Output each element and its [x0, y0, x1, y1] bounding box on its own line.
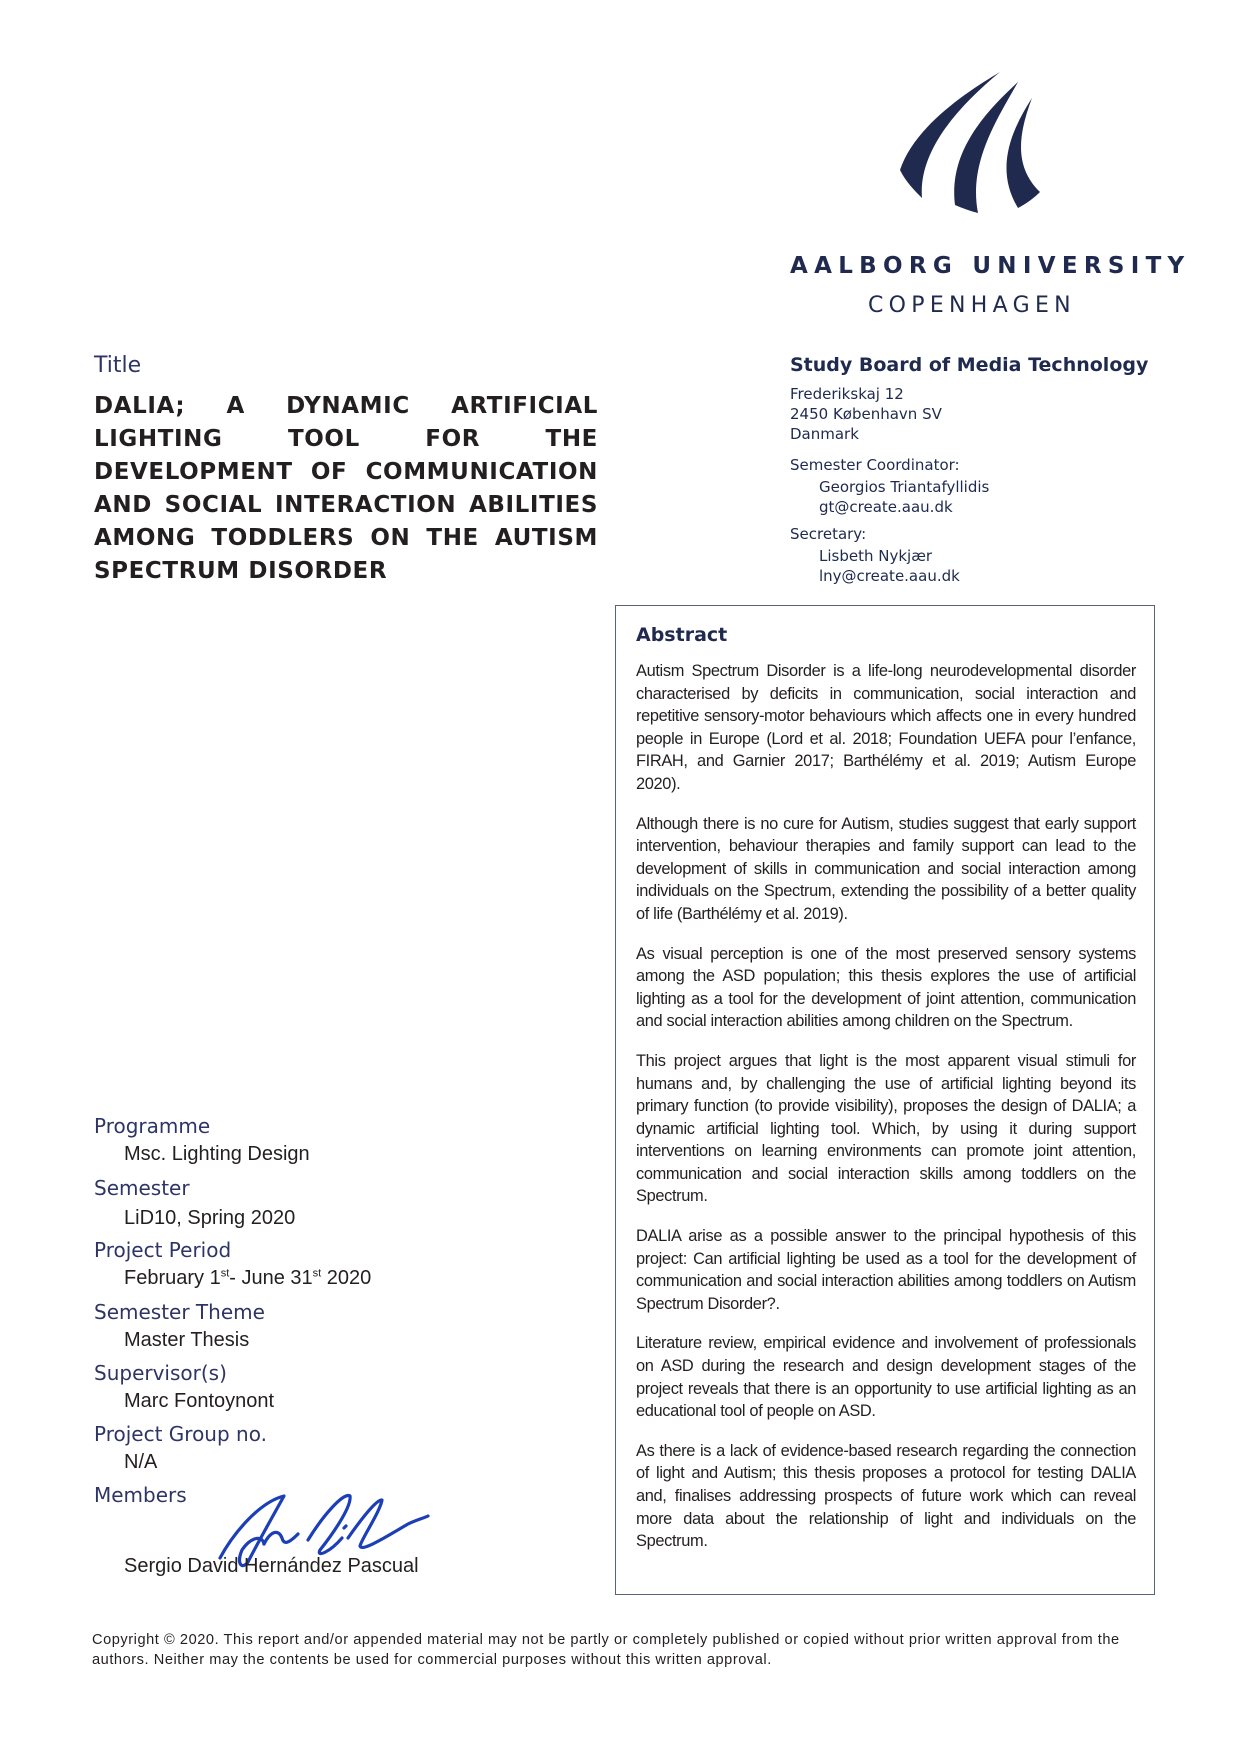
period-year: 2020 — [321, 1267, 372, 1289]
programme-value: Msc. Lighting Design — [124, 1143, 310, 1165]
coordinator-email: gt@create.aau.dk — [819, 498, 953, 516]
abstract-paragraph: As there is a lack of evidence-based research regarding the connection of light and Autism; this thesis proposes a protocol for testing DALIA and, finalises addressing prospects of future work which can reveal more data about the relationship of light and individuals on the Spectrum. — [636, 1441, 1136, 1551]
copyright-notice: Copyright © 2020. This report and/or appended material may not be partly or completely published or copied without prior written approval from the authors. Neither may the contents be used for commercial purposes without this written approval. — [92, 1632, 1120, 1668]
secretary-email: lny@create.aau.dk — [819, 567, 960, 585]
project-period-label: Project Period — [94, 1238, 232, 1262]
address-country: Danmark — [790, 425, 859, 443]
abstract-paragraph: Autism Spectrum Disorder is a life-long neurodevelopmental disorder characterised by deficits in communication, social interaction and repetitive sensory-motor behaviours which affects one in every hundred people in Europe (Lord et al. 2018; Foundation UEFA pour l’enfance, FIRAH, and Garnier 2017; Barthélémy et al. 2019; Autism Europe 2020). — [636, 662, 1136, 793]
period-end-suffix: st — [312, 1267, 322, 1280]
member-name: Sergio David Hernández Pascual — [124, 1555, 419, 1577]
coordinator-label: Semester Coordinator: — [790, 456, 960, 474]
project-period-value — [124, 1267, 371, 1290]
abstract-paragraph: DALIA arise as a possible answer to the principal hypothesis of this project: Can artificial lighting be used as a tool for the development of communication and social interaction abilities among toddlers on Autism Spectrum Disorder?. — [636, 1227, 1136, 1313]
programme-label: Programme — [94, 1114, 211, 1138]
abstract-paragraph: This project argues that light is the most apparent visual stimuli for humans and, by challenging the use of artificial lighting beyond its primary function (to provide visibility), proposes the design of DALIA; a dynamic artificial lighting tool. Which, by using it during support interventions on learning environments can promote joint attention, communication and social interaction skills among toddlers on the Spectrum. — [636, 1051, 1136, 1206]
abstract-paragraph: As visual perception is one of the most preserved sensory systems among the ASD population; this thesis explores the use of artificial lighting as a tool for the development of joint attention, communication and social interaction abilities among children on the Spectrum. — [636, 944, 1136, 1031]
aau-logo-icon — [900, 70, 1050, 215]
coordinator-name: Georgios Triantafyllidis — [819, 478, 990, 496]
period-start: February 1 — [124, 1267, 221, 1289]
project-group-value: N/A — [124, 1451, 158, 1473]
secretary-label: Secretary: — [790, 525, 867, 543]
semester-theme-value: Master Thesis — [124, 1329, 250, 1351]
project-group-label: Project Group no. — [94, 1422, 267, 1446]
semester-theme-label: Semester Theme — [94, 1300, 265, 1324]
period-start-suffix: st — [220, 1267, 230, 1280]
abstract-paragraph: Literature review, empirical evidence and involvement of professionals on ASD during the research and design development stages of the project reveals that there is an opportunity to use artificial lighting as an educational tool of people on ASD. — [636, 1334, 1136, 1421]
period-end: - June 31 — [229, 1267, 313, 1289]
thesis-title: DALIA; A DYNAMIC ARTIFICIAL LIGHTING TOOL FOR THE DEVELOPMENT OF COMMUNICATION AND SOCIAL INTERACTION ABILITIES AMONG TODDLERS ON THE AUTISM SPECTRUM DISORDER — [94, 393, 598, 584]
members-label: Members — [94, 1483, 187, 1507]
study-board-heading: Study Board of Media Technology — [790, 354, 1149, 376]
title-label: Title — [94, 353, 142, 378]
semester-value: LiD10, Spring 2020 — [124, 1207, 296, 1229]
university-name: AALBORG UNIVERSITY — [790, 253, 1191, 279]
abstract-box — [615, 605, 1155, 1595]
supervisor-label: Supervisor(s) — [94, 1361, 227, 1385]
secretary-name: Lisbeth Nykjær — [819, 547, 933, 565]
university-campus: COPENHAGEN — [868, 293, 1076, 318]
supervisor-value: Marc Fontoynont — [124, 1390, 275, 1412]
abstract-heading: Abstract — [636, 624, 728, 646]
address-city: 2450 København SV — [790, 405, 942, 423]
semester-label: Semester — [94, 1176, 190, 1200]
abstract-body — [636, 660, 1136, 1570]
abstract-paragraph: Although there is no cure for Autism, studies suggest that early support intervention, behaviour therapies and family support can lead to the development of skills in communication and social interaction among individuals on the Spectrum, extending the possibility of a better quality of life (Barthélémy et al. 2019). — [636, 814, 1136, 923]
address-street: Frederikskaj 12 — [790, 385, 904, 403]
